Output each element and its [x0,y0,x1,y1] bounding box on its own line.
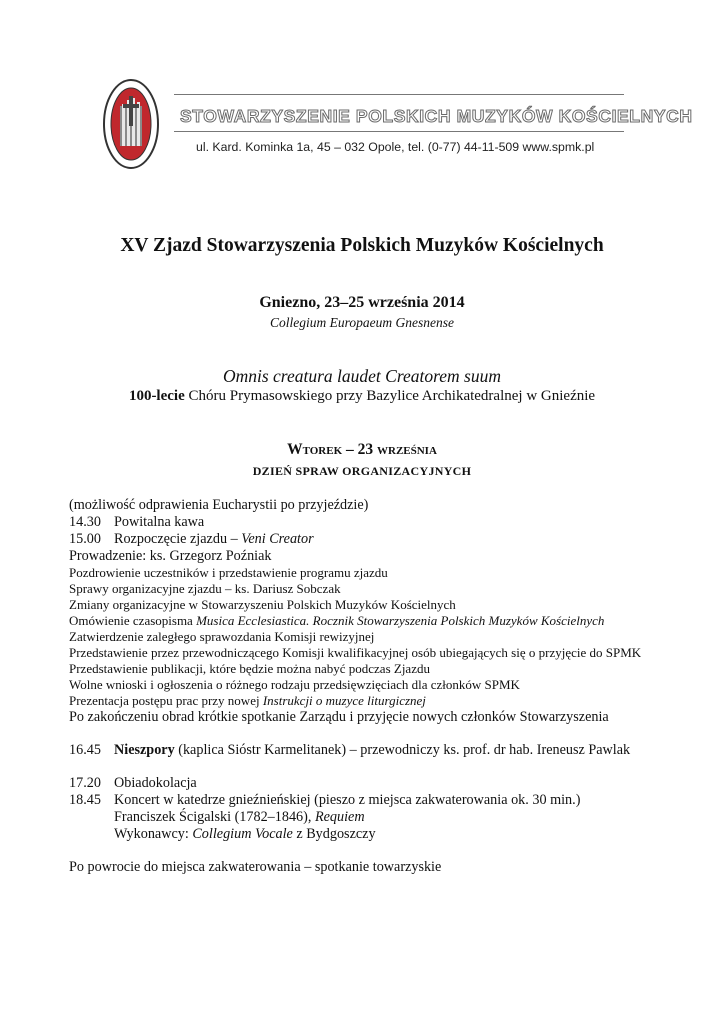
concert-performers [69,826,719,843]
program-schedule [69,497,719,876]
journal-title: Musica Ecclesiastica. Rocznik Stowarzyszenia Polskich Muzyków Kościelnych [196,613,605,628]
schedule-item-opening [69,531,719,548]
agenda-text: Omówienie czasopisma [69,613,197,628]
work-title: Requiem [314,809,365,825]
anniversary-bold: 100-lecie [128,388,185,404]
schedule-item-dinner [69,775,719,792]
contact-line: ul. Kard. Kominka 1a, 45 – 032 Opole, tel. (0-77) 44-11-509 www.spmk.pl [196,140,595,154]
schedule-time: 15.00 [69,531,101,547]
agenda-text: Prezentacja postępu prac przy nowej [69,693,263,708]
instruction-title: Instrukcji o muzyce liturgicznej [262,693,426,708]
program-host: Prowadzenie: ks. Grzegorz Poźniak [69,548,272,564]
schedule-text-italic: Veni Creator [241,531,314,547]
agenda-item: Wolne wnioski i ogłoszenia o różnego rodzaju przedsięwzięciach dla członków SPMK [69,677,520,692]
program-final: Po powrocie do miejsca zakwaterowania – spotkanie towarzyskie [69,859,442,875]
schedule-time: 17.20 [69,775,101,791]
anniversary-text: Chóru Prymasowskiego przy Bazylice Archikatedralnej w Gnieźnie [184,388,596,404]
schedule-item-vespers [69,742,719,759]
schedule-item-welcome [69,514,719,531]
event-venue: Collegium Europaeum Gnesnense [270,315,454,330]
agenda-item: Zatwierdzenie zaległego sprawozdania Komisji rewizyjnej [69,629,375,644]
schedule-time: 14.30 [69,514,101,530]
letterhead [0,0,724,190]
schedule-text: (kaplica Sióstr Karmelitanek) – przewodniczy ks. prof. dr hab. Ireneusz Pawlak [174,742,631,758]
schedule-item-concert [69,792,719,809]
program-note: (możliwość odprawienia Eucharystii po przyjeździe) [69,497,369,513]
schedule-time: 18.45 [69,792,101,808]
event-date: Gniezno, 23–25 września 2014 [259,294,465,311]
header-rule-top [174,94,624,95]
day-title: Wtorek – 23 września [287,441,437,458]
performers-label: Wykonawcy: [114,826,193,842]
agenda-item: Sprawy organizacyjne zjazdu – ks. Dariusz Sobczak [69,581,341,596]
agenda-item-journal [69,613,719,629]
program-closing: Po zakończeniu obrad krótkie spotkanie Zarządu i przyjęcie nowych członków Stowarzyszenia [69,709,609,725]
schedule-time: 16.45 [69,742,101,758]
agenda-item: Pozdrowienie uczestników i przedstawienie programu zjazdu [69,565,388,580]
day-subtitle: DZIEŃ SPRAW ORGANIZACYJNYCH [252,464,472,478]
anniversary-line [0,388,724,405]
schedule-text: Koncert w katedrze gnieźnieńskiej (pieszo z miejsca zakwaterowania ok. 30 min.) [114,792,581,808]
agenda-item: Przedstawienie publikacji, które będzie można nabyć podczas Zjazdu [69,661,430,676]
schedule-text: Powitalna kawa [114,514,205,530]
agenda-item-instruction [69,693,719,709]
composer-text: Franciszek Ścigalski (1782–1846), [114,809,315,825]
performers-rest: z Bydgoszczy [292,826,376,842]
ensemble-name: Collegium Vocale [192,826,293,842]
document-title: XV Zjazd Stowarzyszenia Polskich Muzyków Kościelnych [120,235,604,256]
agenda-item: Zmiany organizacyjne w Stowarzyszeniu Polskich Muzyków Kościelnych [69,597,456,612]
motto: Omnis creatura laudet Creatorem suum [222,366,502,386]
schedule-text-bold: Nieszpory [114,742,175,758]
concert-composer [69,809,719,826]
schedule-text: Obiadokolacja [114,775,197,791]
schedule-text: Rozpoczęcie zjazdu – [114,531,242,547]
spmk-logo-icon [102,78,160,170]
header-rule-bottom [174,131,624,132]
agenda-item: Przedstawienie przez przewodniczącego Komisji kwalifikacyjnej osób ubiegających się o przyjęcie do SPMK [69,645,642,660]
organization-name: STOWARZYSZENIE POLSKICH MUZYKÓW KOŚCIELNYCH [180,106,693,126]
